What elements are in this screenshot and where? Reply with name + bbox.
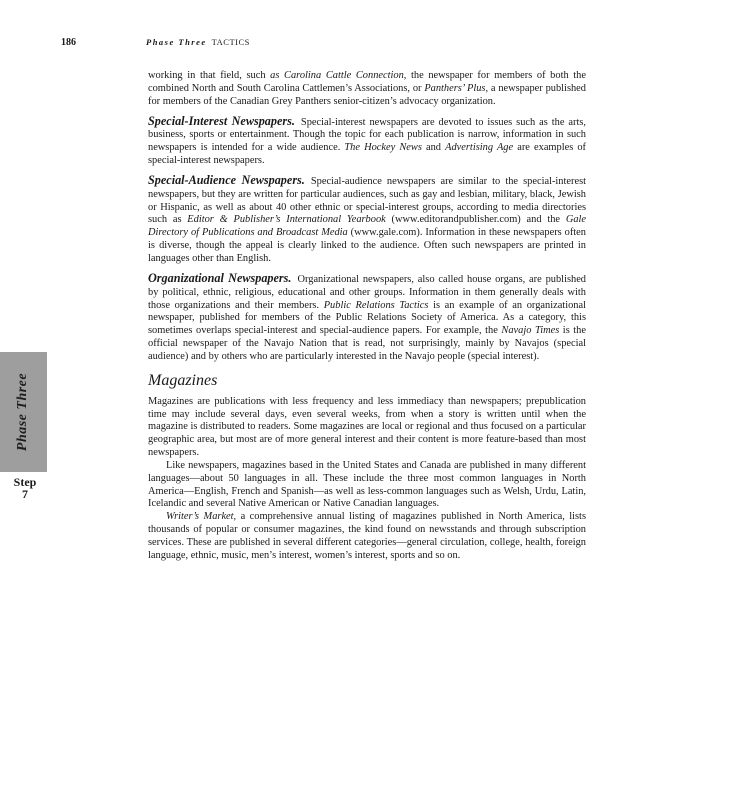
paragraph-magazines-1: Magazines are publications with less frequency and less immediacy than newspapers; prepublication time may include several days, even several weeks, from when a story is written until when the magazine is distributed to readers. Some magazines are local or regional and thus focused on a particular geographic area, but most are of more general interest and their content is more feature-based than most newspapers. — [148, 395, 586, 459]
phase-tab-label: Phase Three — [15, 372, 30, 452]
section-heading-magazines: Magazines — [148, 371, 218, 389]
page-header — [0, 37, 735, 53]
paragraph-special-interest: Special-Interest Newspapers. Special-interest newspapers are devoted to issues such as the arts, business, sports or entertainment. Though the topic for each publication is narrow, information in such newspapers is intended for a wide audience. The Hockey News and Advertising Age are examples of special-interest newspapers. — [148, 113, 587, 167]
page-number: 186 — [61, 37, 76, 48]
paragraph-continuation: working in that field, such as Carolina Cattle Connection, the newspaper for members of both the combined North and South Carolina Cattlemen’s Associations, or Panthers’ Plus, a newspaper published for members of the Canadian Grey Panthers senior-citizen’s advocacy organization. — [148, 70, 586, 107]
step-label — [6, 476, 44, 500]
running-head — [146, 37, 250, 47]
running-head-phase: Phase Three — [146, 37, 207, 47]
paragraph-special-audience: Special-Audience Newspapers. Special-audience newspapers are similar to the special-interest newspapers, but they are written for particular audiences, such as gay and lesbian, military, black, Jewish or Hispanic, as well as about 40 other ethnic or special-interest groups, according to media directories such as Editor & Publisher’s International Yearbook (www.editorandpublisher.com) and the Gale Directory of Publications and Broadcast Media (www.gale.com). Information in these newspapers often is diverse, though the appeal is clearly linked to the audience. Often such newspapers are printed in languages other than English. — [148, 172, 587, 264]
phase-tab — [0, 352, 47, 472]
paragraph-magazines-3: Writer’s Market, a comprehensive annual listing of magazines published in North America, lists thousands of popular or consumer magazines, the kind found on newsstands and through subscription services. These are published in several different categories—general circulation, college, health, foreign language, ethnic, music, men’s interest, women’s interest, sports and so on. — [148, 511, 586, 561]
step-number: 7 — [22, 487, 28, 501]
paragraph-magazines-2: Like newspapers, magazines based in the United States and Canada are published in many different languages—about 50 languages in all. These include the three most common languages in North America—English, French and Spanish—as well as less-common languages such as Welsh, Urdu, Latin, Icelandic and several Native American or Native Canadian languages. — [148, 459, 586, 510]
run-in-heading: Special-Interest Newspapers. — [148, 113, 295, 128]
running-head-title: TACTICS — [211, 37, 250, 47]
body-text — [148, 70, 586, 563]
step-word: Step — [13, 475, 37, 489]
run-in-heading: Organizational Newspapers. — [148, 270, 292, 285]
paragraph-organizational: Organizational Newspapers. Organizational newspapers, also called house organs, are published by political, ethnic, religious, educational and other groups. Information in them generally deals with those organizations and their members. Public Relations Tactics is an example of an organizational newspaper, published for members of the Public Relations Society of America. As a category, this sometimes overlaps special-interest and special-audience papers. For example, the Navajo Times is the official newspaper of the Navajo Nation that is read, not surprisingly, mainly by Navajos (special audience) and by others who are particularly interested in the Navajo people (special interest). — [148, 270, 586, 362]
run-in-heading: Special-Audience Newspapers. — [148, 172, 305, 187]
